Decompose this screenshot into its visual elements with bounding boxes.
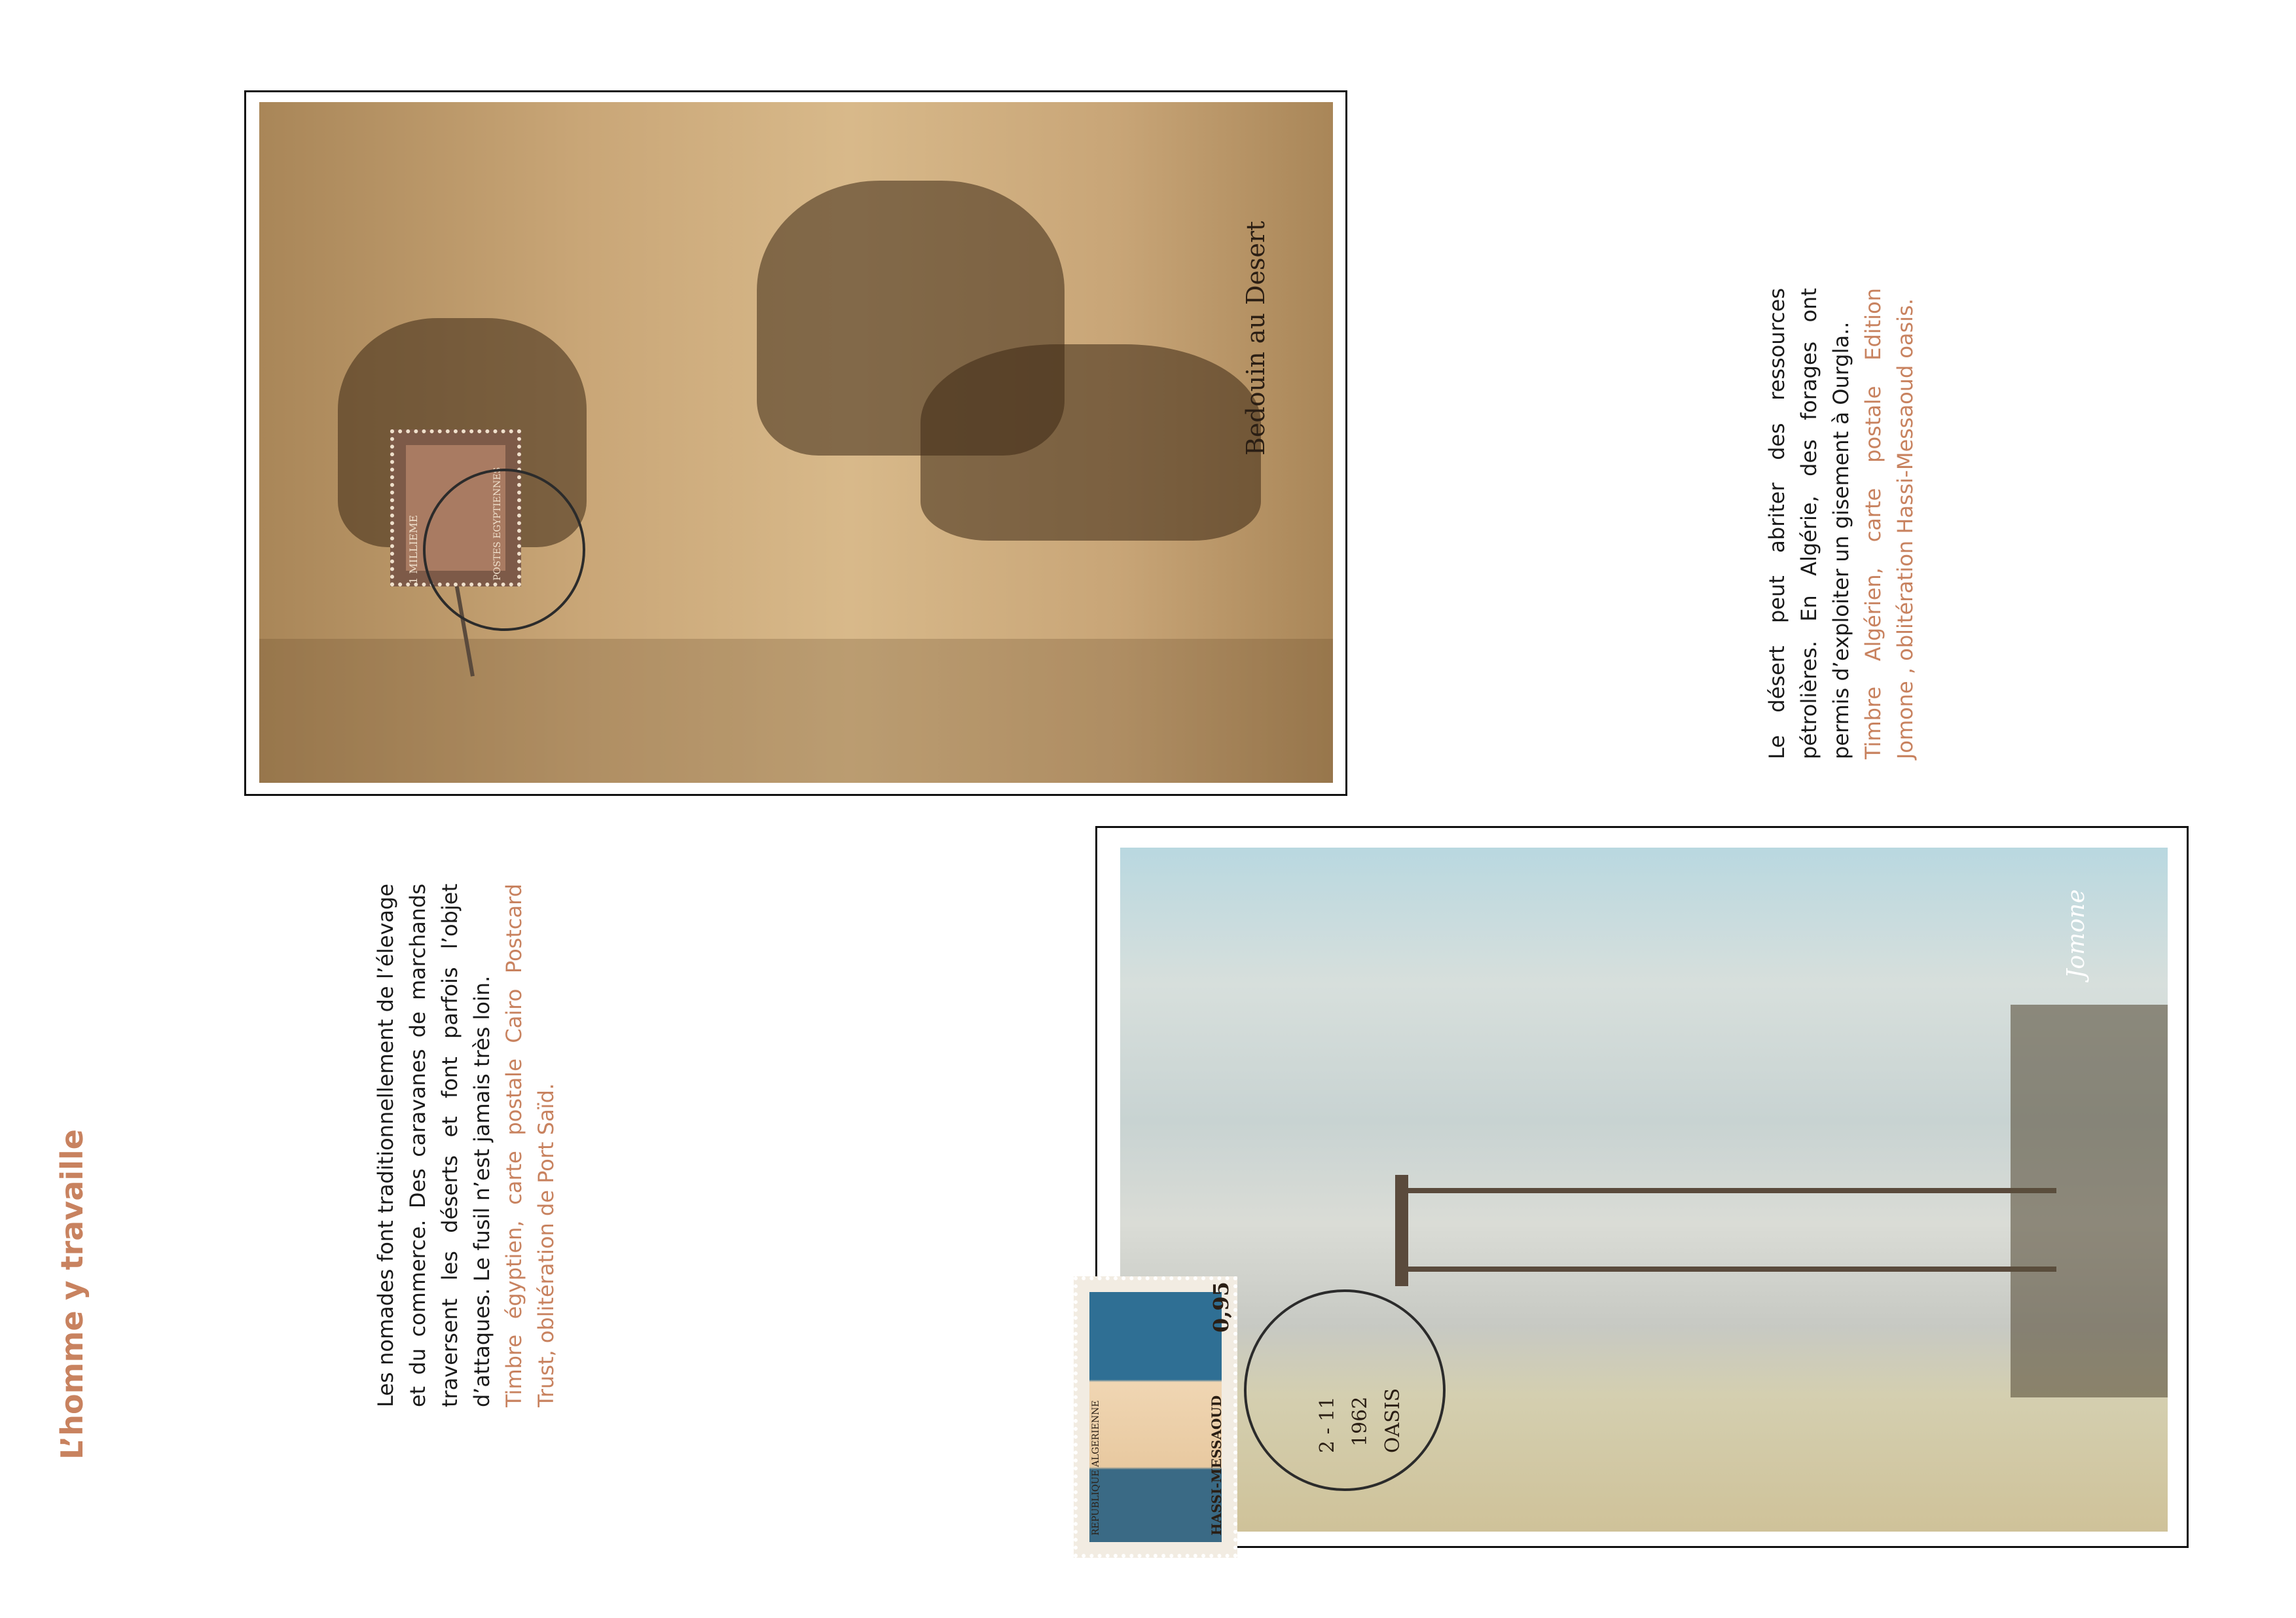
nomads-text-block (370, 884, 645, 1407)
rig-beam (1402, 1267, 2056, 1272)
algerian-stamp (1074, 1276, 1237, 1558)
postmark (1244, 1289, 1446, 1491)
oil-credit: Timbre Algérien, carte postale Edition Jomone , oblitération Hassi-Messaoud oasis. (1861, 288, 1918, 759)
postmark-year: 1962 (1349, 1396, 1372, 1447)
rig-beam (1402, 1188, 2056, 1193)
section-title: L’homme y travaille (54, 1129, 90, 1460)
rig-top (1395, 1175, 1408, 1286)
card-caption: Bedouin au Desert (1241, 221, 1270, 456)
oil-paragraph: Le désert peut abriter des ressources pétrolières. En Algérie, des forages ont permis d’exploiter un gisement à Ourgla.. (1764, 288, 1853, 759)
postmark (423, 469, 585, 631)
stamp-value: 1 MILLIEME (407, 514, 420, 584)
postmark-place: OASIS (1381, 1388, 1404, 1453)
bedouin-photo (259, 102, 1333, 783)
stamp-country: REPUBLIQUE ALGERIENNE (1091, 1400, 1101, 1536)
nomads-credit: Timbre égyptien, carte postale Cairo Postcard Trust, oblitération de Port Saïd. (501, 884, 558, 1407)
postmark-date: 2 - 11 (1316, 1396, 1339, 1453)
stamp-country: POSTES EGYPTIENNES (492, 467, 503, 581)
postcard-bedouin (244, 90, 1347, 796)
stamp-value: 0,95 (1209, 1282, 1233, 1333)
stamp-place: HASSI-MESSAOUD (1209, 1395, 1224, 1536)
rig-base (2011, 1005, 2168, 1397)
nomads-paragraph: Les nomades font traditionnellement de l’élevage et du commerce. Des caravanes de marchands traversent les déserts et font parfois l’objet d’attaques. Le fusil n’est jamais très loin. (373, 884, 494, 1407)
bedouin-figure (757, 181, 1065, 456)
oil-text-block (1761, 288, 1997, 759)
publisher-mark: Jomone (2063, 889, 2090, 979)
